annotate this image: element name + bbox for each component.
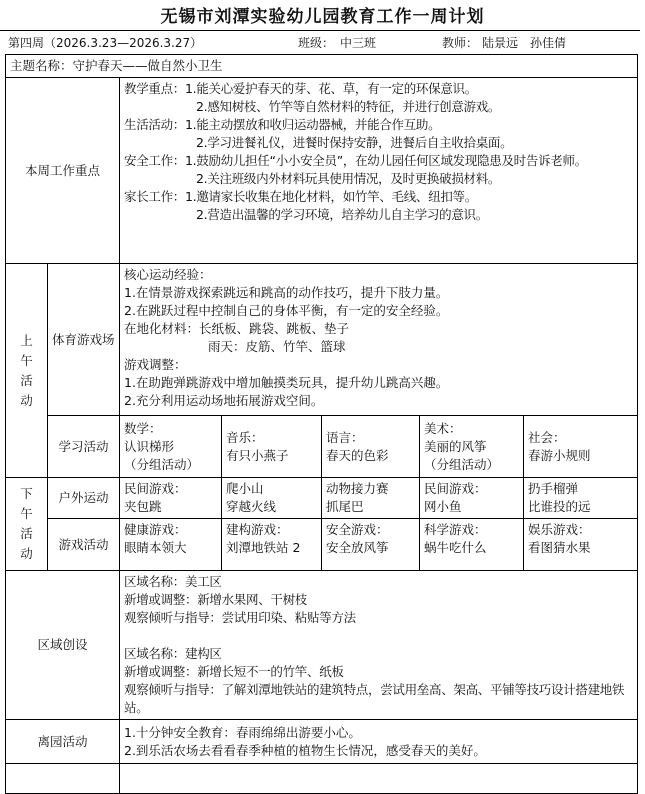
cell-line: 美术： bbox=[424, 420, 462, 436]
sports-line: 2.充分利用运动场地拓展游戏空间。 bbox=[124, 393, 324, 408]
theme-row bbox=[6, 55, 638, 78]
cell-line: 扔手榴弹 bbox=[528, 481, 579, 496]
morning-label bbox=[6, 264, 48, 478]
learning-cell bbox=[420, 416, 524, 478]
learning-cell bbox=[524, 416, 638, 478]
sports-line: 雨天：皮筋、竹竿、篮球 bbox=[208, 339, 346, 354]
sports-line: 在地化材料：长纸板、跳袋、跳板、垫子 bbox=[124, 321, 350, 336]
cell-line: 安全放风筝 bbox=[326, 540, 389, 555]
area-row bbox=[6, 571, 638, 720]
cell-line: 认识梯形 bbox=[124, 438, 175, 454]
games-label: 游戏活动 bbox=[48, 519, 120, 571]
cell-line: 比谁投的远 bbox=[528, 499, 591, 514]
area-content bbox=[120, 571, 638, 720]
focus-line: 生活活动：1.能主动摆放和收归运动器械，并能合作互助。 bbox=[124, 117, 441, 132]
focus-line: 2.感知树枝、竹竿等自然材料的特征，并进行创意游戏。 bbox=[196, 99, 501, 114]
outdoor-cell bbox=[222, 478, 322, 519]
cell-line: 春天的色彩 bbox=[326, 447, 389, 463]
cell-line: 春游小规则 bbox=[528, 447, 591, 463]
learning-cell bbox=[322, 416, 420, 478]
games-cell bbox=[120, 519, 222, 571]
focus-line: 2.关注班级内外材料玩具使用情况，及时更换破损材料。 bbox=[196, 171, 501, 186]
sports-line: 2.在跳跃过程中控制自己的身体平衡，有一定的安全经验。 bbox=[124, 303, 449, 318]
area-line: 区域名称：建构区 bbox=[124, 646, 222, 661]
cell-line: 语言： bbox=[326, 429, 364, 445]
focus-line: 2.学习进餐礼仪，进餐时保持安静，进餐后自主收拾桌面。 bbox=[196, 135, 513, 150]
cell-line: （分组活动） bbox=[124, 456, 200, 472]
games-cell bbox=[322, 519, 420, 571]
cell-line: 民间游戏： bbox=[424, 481, 487, 496]
sports-content bbox=[120, 264, 638, 416]
cell-line: 娱乐游戏： bbox=[528, 522, 591, 537]
sports-label: 体育游戏场 bbox=[48, 264, 120, 416]
cell-line: 建构游戏： bbox=[226, 522, 289, 537]
outdoor-label: 户外运动 bbox=[48, 478, 120, 519]
morning-label-text: 上午活动 bbox=[20, 332, 33, 408]
area-line: 观察倾听与指导：尝试用印染、粘贴等方法 bbox=[124, 610, 356, 625]
area-line: 观察倾听与指导：了解刘潭地铁站的建筑特点，尝试用垒高、架高、平铺等技巧设计搭建地铁站。 bbox=[124, 682, 625, 715]
cell-line: 网小鱼 bbox=[424, 499, 462, 514]
area-line bbox=[124, 627, 633, 645]
cell-line: 有只小燕子 bbox=[226, 447, 289, 463]
focus-line: 教学重点：1.能关心爱护春天的芽、花、草，有一定的环保意识。 bbox=[124, 81, 477, 96]
cell-line: 民间游戏： bbox=[124, 481, 187, 496]
teacher-names: 陆景远 孙佳倩 bbox=[482, 36, 567, 50]
games-cell bbox=[222, 519, 322, 571]
games-cell bbox=[420, 519, 524, 571]
cell-line: 看图猜水果 bbox=[528, 540, 591, 555]
focus-line: 家长工作：1.邀请家长收集在地化材料，如竹竿、毛线、纽扣等。 bbox=[124, 189, 477, 204]
class-label: 班级： bbox=[298, 36, 335, 50]
cell-line: 科学游戏： bbox=[424, 522, 487, 537]
class-value: 中三班 bbox=[340, 36, 377, 50]
area-label: 区域创设 bbox=[6, 571, 120, 720]
outdoor-cell bbox=[322, 478, 420, 519]
cell-line: 美丽的风筝 bbox=[424, 438, 487, 454]
area-line: 区域名称：美工区 bbox=[124, 574, 222, 589]
theme-name: 主题名称：守护春天——做自然小卫生 bbox=[6, 55, 638, 78]
outdoor-cell bbox=[524, 478, 638, 519]
games-cell bbox=[524, 519, 638, 571]
afternoon-label-text: 下午活动 bbox=[20, 486, 33, 561]
empty-cell bbox=[6, 764, 120, 794]
cell-line: 音乐： bbox=[226, 429, 264, 445]
outdoor-cell bbox=[120, 478, 222, 519]
cell-line: 夹包跳 bbox=[124, 499, 162, 514]
sports-line: 1.在情景游戏探索跳远和跳高的动作技巧，提升下肢力量。 bbox=[124, 285, 449, 300]
cell-line: 眼睛本领大 bbox=[124, 540, 187, 555]
cell-line: （分组活动） bbox=[424, 456, 500, 472]
leave-label: 离园活动 bbox=[6, 720, 120, 764]
week-range: 第四周（2026.3.23—2026.3.27） bbox=[8, 36, 203, 50]
area-line: 新增或调整：新增水果网、干树枝 bbox=[124, 592, 308, 607]
games-row bbox=[6, 519, 638, 571]
learning-row bbox=[6, 416, 638, 478]
leave-row bbox=[6, 720, 638, 764]
empty-cell bbox=[120, 764, 638, 794]
teacher-label: 教师： bbox=[442, 36, 479, 50]
area-line: 新增或调整：新增长短不一的竹竿、纸板 bbox=[124, 664, 344, 679]
focus-row bbox=[6, 78, 638, 264]
weekly-plan-table bbox=[5, 54, 638, 794]
learning-cell bbox=[222, 416, 322, 478]
focus-line: 2.营造出温馨的学习环境，培养幼儿自主学习的意识。 bbox=[196, 207, 488, 222]
cell-line: 数学： bbox=[124, 420, 162, 436]
learning-cell bbox=[120, 416, 222, 478]
learning-label: 学习活动 bbox=[48, 416, 120, 478]
header-top-rule bbox=[0, 30, 640, 31]
cell-line: 安全游戏： bbox=[326, 522, 389, 537]
sports-line: 核心运动经验： bbox=[124, 267, 212, 282]
leave-line: 1.十分钟安全教育：春雨绵绵出游要小心。 bbox=[124, 724, 361, 740]
cell-line: 刘潭地铁站 2 bbox=[226, 540, 301, 555]
focus-label: 本周工作重点 bbox=[6, 78, 120, 264]
afternoon-label bbox=[6, 478, 48, 571]
sports-line: 游戏调整： bbox=[124, 357, 187, 372]
focus-line: 安全工作：1.鼓励幼儿担任“小小安全员”，在幼儿园任何区域发现隐患及时告诉老师。 bbox=[124, 153, 587, 168]
cell-line: 动物接力赛 bbox=[326, 481, 389, 496]
focus-content bbox=[120, 78, 638, 264]
page-title: 无锡市刘潭实验幼儿园教育工作一周计划 bbox=[160, 7, 485, 27]
outdoor-cell bbox=[420, 478, 524, 519]
cell-line: 蜗牛吃什么 bbox=[424, 540, 487, 555]
outdoor-row bbox=[6, 478, 638, 519]
cell-line: 抓尾巴 bbox=[326, 499, 364, 514]
cell-line: 社会： bbox=[528, 429, 566, 445]
sports-line: 1.在助跑弹跳游戏中增加触摸类玩具，提升幼儿跳高兴趣。 bbox=[124, 375, 449, 390]
cell-line: 健康游戏： bbox=[124, 522, 187, 537]
empty-row bbox=[6, 764, 638, 794]
cell-line: 爬小山 bbox=[226, 481, 264, 496]
cell-line: 穿越火线 bbox=[226, 499, 277, 514]
morning-sports-row bbox=[6, 264, 638, 416]
leave-content bbox=[120, 720, 638, 764]
leave-line: 2.到乐活农场去看看春季种植的植物生长情况，感受春天的美好。 bbox=[124, 742, 486, 758]
